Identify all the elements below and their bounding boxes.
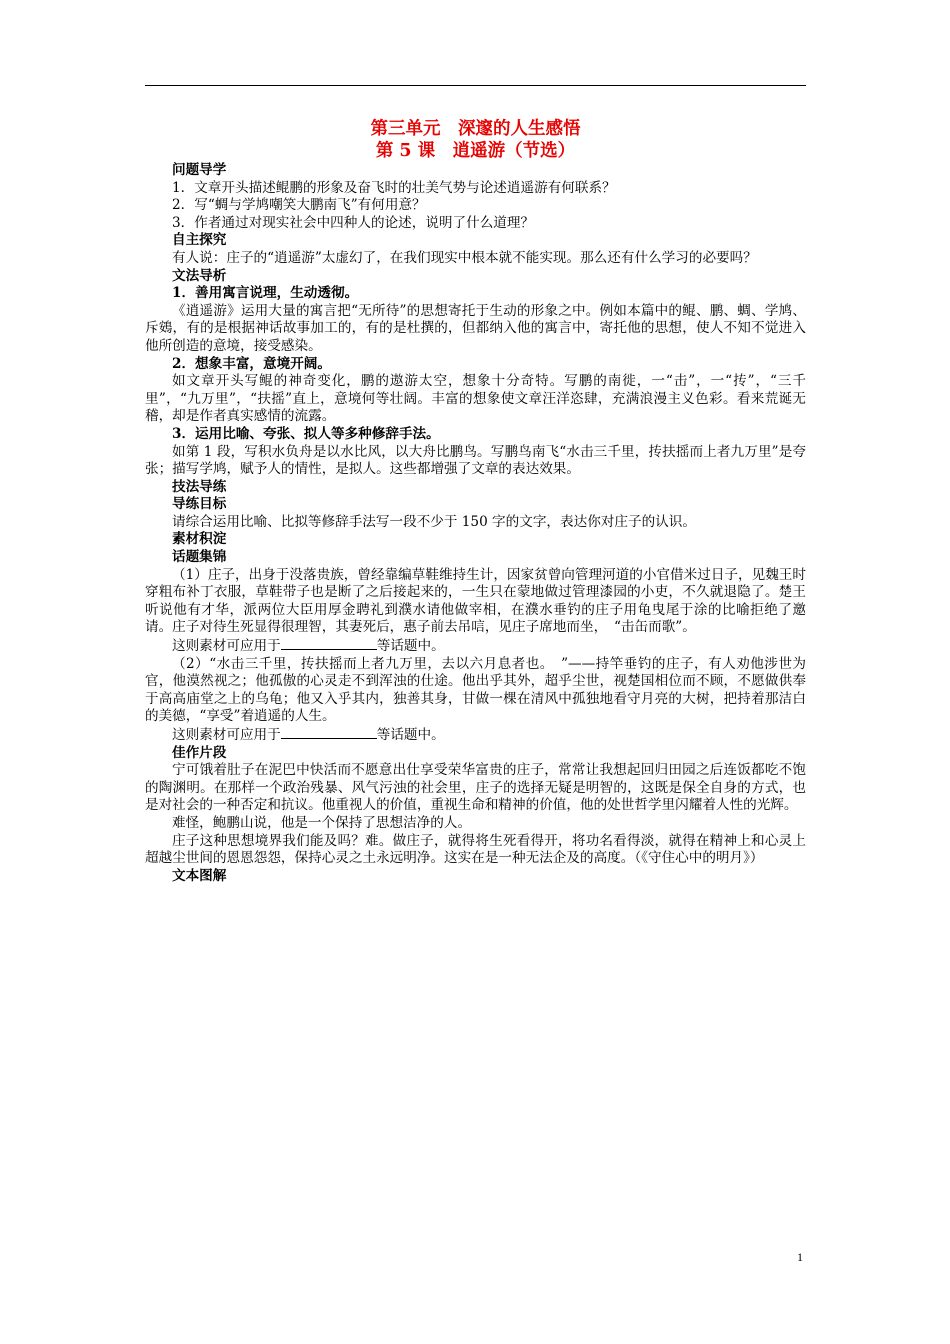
point-1-text: 《逍遥游》运用大量的寓言把“无所待”的思想寄托于生动的形象之中。例如本篇中的鲲、鹏、蜩、学鸠、斥鴳，有的是根据神话故事加工的，有的是杜撰的，但都纳入他的寓言中，寄托他的思想，使人不知不觉进入他所创造的意境，接受感染。 bbox=[145, 302, 806, 354]
excerpt-3: 庄子这种思想境界我们能及吗？难。做庄子，就得将生死看得开，将功名看得淡，就得在精神上和心灵上超越尘世间的恩恩怨怨，保持心灵之土永远明净。这实在是一种无法企及的高度。（《守住心中的明月》） bbox=[145, 832, 806, 867]
point-3-text: 如第 1 段，写积水负舟是以水比风，以大舟比鹏鸟。写鹏鸟南飞“水击三千里，抟扶摇而上者九万里”是夸张；描写学鸠，赋予人的情性，是拟人。这些都增强了文章的表达效果。 bbox=[145, 443, 806, 478]
section-heading-jifa: 技法导练 bbox=[172, 478, 227, 495]
point-2-text: 如文章开头写鲲的神奇变化，鹏的遨游太空，想象十分奇特。写鹏的南徙，一“击”，一“抟”，“三千里”，“九万里”，“扶摇”直上，意境何等壮阔。丰富的想象使文章汪洋恣肆，充满浪漫主义色彩。看来荒诞无稽，却是作者真实感情的流露。 bbox=[145, 373, 806, 425]
excerpt-1: 宁可饿着肚子在泥巴中快活而不愿意出仕享受荣华富贵的庄子，常常让我想起回归田园之后连饭都吃不饱的陶渊明。在那样一个政治残暴、风气污浊的社会里，庄子的选择无疑是明智的，这既是保全自身的方式，也是对社会的一种否定和抗议。他重视人的价值，重视生命和精神的价值，他的处世哲学里闪耀着人性的光辉。 bbox=[145, 762, 806, 814]
apply-line-1 bbox=[145, 637, 806, 656]
excerpt-2: 难怪，鲍鹏山说，他是一个保持了思想洁净的人。 bbox=[172, 814, 472, 831]
question-3: 3．作者通过对现实社会中四种人的论述，说明了什么道理？ bbox=[172, 214, 535, 231]
apply-prefix: 这则素材可应用于 bbox=[172, 638, 281, 655]
lesson-title: 第 5 课 逍遥游（节选） bbox=[375, 141, 576, 161]
fill-in-blank-1[interactable] bbox=[281, 637, 377, 650]
fill-in-blank-2[interactable] bbox=[281, 726, 377, 739]
section-heading-zizhu: 自主探究 bbox=[172, 232, 227, 249]
header-rule bbox=[145, 85, 806, 86]
zizhu-text: 有人说：庄子的“逍遥游”太虚幻了，在我们现实中根本就不能实现。那么还有什么学习的必要吗？ bbox=[172, 249, 757, 266]
material-1: （1）庄子，出身于没落贵族，曾经靠编草鞋维持生计，因家贫曾向管理河道的小官借米过日子，见魏王时穿粗布补丁衣服，草鞋带子也是断了之后接起来的，一生只在蒙地做过管理漆园的小吏，不久就退隐了。楚王听说他有才华，派两位大臣用厚金聘礼到濮水请他做宰相，在濮水垂钓的庄子用龟曳尾于涂的比喻拒绝了邀请。庄子对待生死显得很理智，其妻死后，惠子前去吊唁，见庄子席地而坐， “击缶而歌”。 bbox=[145, 566, 806, 636]
apply-suffix: 等话题中。 bbox=[376, 727, 445, 743]
unit-title: 第三单元 深邃的人生感悟 bbox=[370, 119, 581, 139]
section-heading-huati: 话题集锦 bbox=[172, 549, 227, 566]
point-1-heading: 1．善用寓言说理，生动透彻。 bbox=[172, 285, 359, 302]
question-2: 2．写“蜩与学鸠嘲笑大鹏南飞”有何用意？ bbox=[172, 197, 426, 214]
apply-suffix: 等话题中。 bbox=[376, 638, 445, 655]
section-heading-tujie: 文本图解 bbox=[172, 867, 227, 884]
daolian-text: 请综合运用比喻、比拟等修辞手法写一段不少于 150 字的文字，表达你对庄子的认识。 bbox=[172, 513, 696, 530]
section-heading-wenti: 问题导学 bbox=[172, 162, 227, 178]
section-heading-sucai: 素材积淀 bbox=[172, 531, 227, 548]
material-2: （2）“水击三千里，抟扶摇而上者九万里，去以六月息者也。 ”——持竿垂钓的庄子，有人劝他涉世为官，他漠然视之；他孤傲的心灵走不到浑浊的仕途。他出乎其外，超乎尘世，视楚国相位而不顾，不愿做供奉于高高庙堂之上的乌龟；他又入乎其内，独善其身，甘做一棵在清风中孤独地看守月亮的大树，把持着那洁白的美德，“享受”着逍遥的人生。 bbox=[145, 655, 806, 725]
page-content bbox=[145, 118, 806, 885]
section-heading-daolian: 导练目标 bbox=[172, 496, 227, 513]
section-heading-wenfa: 文法导析 bbox=[172, 267, 227, 284]
page-number: 1 bbox=[797, 1250, 803, 1264]
apply-prefix: 这则素材可应用于 bbox=[172, 727, 281, 743]
section-heading-jiazuo: 佳作片段 bbox=[172, 744, 227, 761]
point-2-heading: 2．想象丰富，意境开阔。 bbox=[172, 355, 331, 372]
question-1: 1．文章开头描述鲲鹏的形象及奋飞时的壮美气势与论述逍遥游有何联系？ bbox=[172, 179, 616, 196]
point-3-heading: 3．运用比喻、夸张、拟人等多种修辞手法。 bbox=[172, 425, 440, 442]
apply-line-2 bbox=[145, 726, 806, 745]
